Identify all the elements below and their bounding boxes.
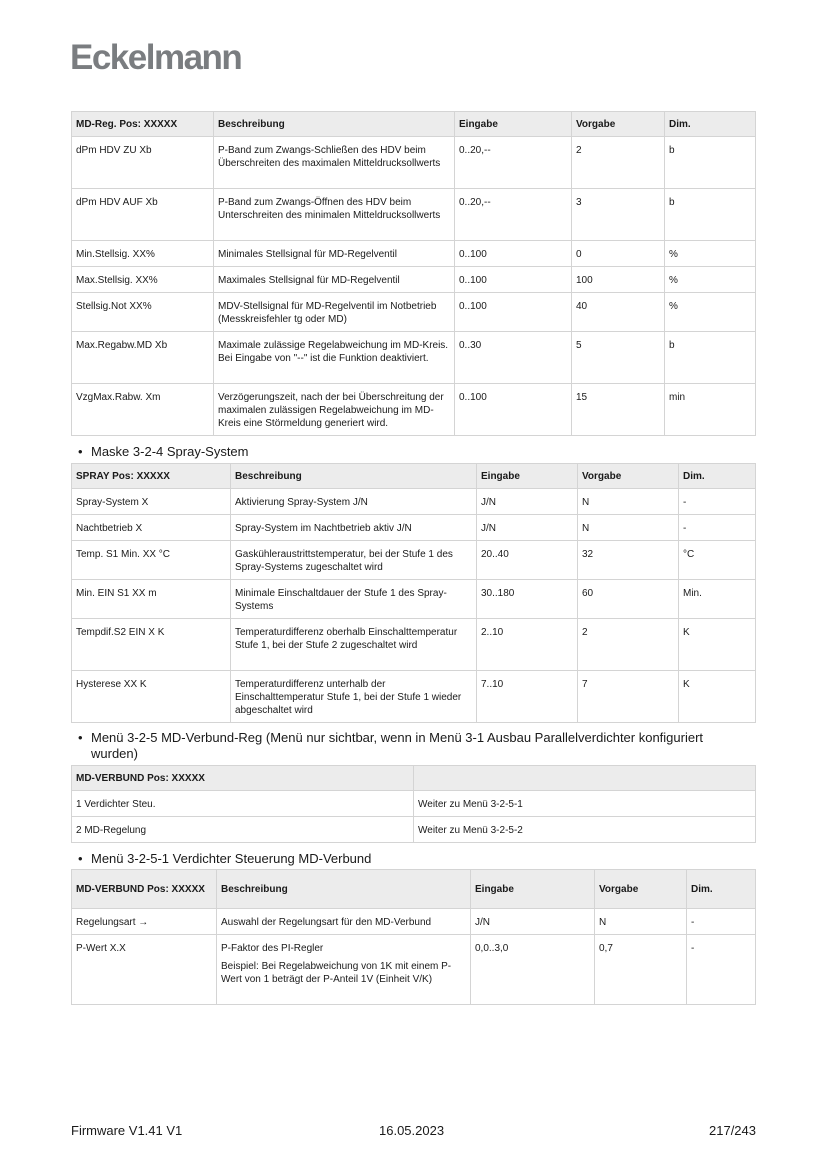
table-cell: Temperaturdifferenz unterhalb der Einschalttemperatur Stufe 1, bei der Stufe 1 wieder abgeschaltet wird xyxy=(231,671,477,723)
column-header: MD-Reg. Pos: XXXXX xyxy=(72,112,214,137)
table-cell xyxy=(217,935,471,1005)
column-header: SPRAY Pos: XXXXX xyxy=(72,464,231,489)
table-cell: N xyxy=(595,909,687,935)
table-cell: J/N xyxy=(477,489,578,515)
table-cell: K xyxy=(679,671,756,723)
table-cell: Min.Stellsig. XX% xyxy=(72,241,214,267)
table-cell: Auswahl der Regelungsart für den MD-Verbund xyxy=(217,909,471,935)
table-header-row xyxy=(72,112,756,137)
table-cell: 2 xyxy=(578,619,679,671)
spray-table xyxy=(71,463,756,723)
table-cell: 7..10 xyxy=(477,671,578,723)
table-row xyxy=(72,935,756,1005)
table-row xyxy=(72,137,756,189)
column-header: Dim. xyxy=(687,870,756,909)
bullet-marker: • xyxy=(78,444,83,459)
table-cell: 15 xyxy=(572,384,665,436)
table-cell: 30..180 xyxy=(477,580,578,619)
table-cell: Gaskühleraustrittstemperatur, bei der Stufe 1 des Spray-Systems zugeschaltet wird xyxy=(231,541,477,580)
table-cell: - xyxy=(687,909,756,935)
table-cell: 0..20,-- xyxy=(455,189,572,241)
table-cell: J/N xyxy=(477,515,578,541)
table-row xyxy=(72,189,756,241)
table-cell: Min. EIN S1 XX m xyxy=(72,580,231,619)
table-row xyxy=(72,515,756,541)
table-cell: Max.Regabw.MD Xb xyxy=(72,332,214,384)
column-header: Beschreibung xyxy=(214,112,455,137)
table-header-row xyxy=(72,766,756,791)
column-header: Eingabe xyxy=(471,870,595,909)
table-cell: P-Band zum Zwangs-Öffnen des HDV beim Unterschreiten des minimalen Mitteldrucksollwerts xyxy=(214,189,455,241)
table-cell: dPm HDV AUF Xb xyxy=(72,189,214,241)
table-row xyxy=(72,384,756,436)
table-cell: % xyxy=(665,267,756,293)
table-cell: % xyxy=(665,241,756,267)
column-header: Eingabe xyxy=(477,464,578,489)
verdichter-steuerung-table xyxy=(71,869,756,1005)
table-cell: Regelungsart → xyxy=(72,909,217,935)
table-cell: b xyxy=(665,137,756,189)
table-cell: Tempdif.S2 EIN X K xyxy=(72,619,231,671)
table-header-row xyxy=(72,464,756,489)
table-row xyxy=(72,241,756,267)
column-header: Dim. xyxy=(679,464,756,489)
table-cell: 3 xyxy=(572,189,665,241)
table-cell: 20..40 xyxy=(477,541,578,580)
table-cell: dPm HDV ZU Xb xyxy=(72,137,214,189)
table-row xyxy=(72,619,756,671)
table-row xyxy=(72,580,756,619)
table-row xyxy=(72,489,756,515)
footer-page-number: 217/243 xyxy=(709,1123,756,1138)
md-verbund-table xyxy=(71,765,756,843)
column-header: Vorgabe xyxy=(578,464,679,489)
table-cell: 0..100 xyxy=(455,267,572,293)
table-cell: b xyxy=(665,189,756,241)
table-cell: 2 xyxy=(572,137,665,189)
table-cell: Max.Stellsig. XX% xyxy=(72,267,214,293)
md-reg-table xyxy=(71,111,756,436)
table-cell: Spray-System X xyxy=(72,489,231,515)
table-row xyxy=(72,671,756,723)
table-row xyxy=(72,541,756,580)
section-heading-md-verbund xyxy=(78,730,750,762)
column-header: Eingabe xyxy=(455,112,572,137)
table-cell: Minimales Stellsignal für MD-Regelventil xyxy=(214,241,455,267)
section-title: Menü 3-2-5 MD-Verbund-Reg (Menü nur sichtbar, wenn in Menü 3-1 Ausbau Parallelverdichter konfiguriert wurden) xyxy=(91,730,704,761)
table-cell: 2 MD-Regelung xyxy=(72,817,414,843)
table-cell: 0..20,-- xyxy=(455,137,572,189)
table-cell: Min. xyxy=(679,580,756,619)
table-cell: 0,0..3,0 xyxy=(471,935,595,1005)
table-cell: 0..100 xyxy=(455,384,572,436)
table-cell: 5 xyxy=(572,332,665,384)
table-header-row xyxy=(72,870,756,909)
table-cell: Stellsig.Not XX% xyxy=(72,293,214,332)
section-heading-verdichter-steuerung xyxy=(78,851,371,867)
table-cell: 100 xyxy=(572,267,665,293)
table-cell: Temperaturdifferenz oberhalb Einschalttemperatur Stufe 1, bei der Stufe 2 zugeschaltet wird xyxy=(231,619,477,671)
table-cell: min xyxy=(665,384,756,436)
company-logo: Eckelmann xyxy=(70,38,242,77)
table-cell: b xyxy=(665,332,756,384)
table-cell: 1 Verdichter Steu. xyxy=(72,791,414,817)
table-cell: N xyxy=(578,515,679,541)
table-row xyxy=(72,817,756,843)
column-header: Vorgabe xyxy=(595,870,687,909)
column-header: Dim. xyxy=(665,112,756,137)
column-header: Beschreibung xyxy=(231,464,477,489)
table-cell: Maximales Stellsignal für MD-Regelventil xyxy=(214,267,455,293)
footer-firmware: Firmware V1.41 V1 xyxy=(71,1123,183,1138)
table-cell: 0..100 xyxy=(455,241,572,267)
table-cell: 0..30 xyxy=(455,332,572,384)
table-cell: P-Band zum Zwangs-Schließen des HDV beim Überschreiten des maximalen Mitteldrucksollwerts xyxy=(214,137,455,189)
table-cell: °C xyxy=(679,541,756,580)
table-cell: 2..10 xyxy=(477,619,578,671)
table-cell: - xyxy=(679,515,756,541)
section-title: Maske 3-2-4 Spray-System xyxy=(91,444,249,459)
column-header: MD-VERBUND Pos: XXXXX xyxy=(72,766,414,791)
table-cell: - xyxy=(679,489,756,515)
column-header xyxy=(414,766,756,791)
section-title: Menü 3-2-5-1 Verdichter Steuerung MD-Verbund xyxy=(91,851,372,866)
description-line: P-Faktor des PI-Regler xyxy=(221,943,324,954)
table-cell: 0 xyxy=(572,241,665,267)
table-cell: 32 xyxy=(578,541,679,580)
table-row xyxy=(72,909,756,935)
table-cell: J/N xyxy=(471,909,595,935)
table-cell: VzgMax.Rabw. Xm xyxy=(72,384,214,436)
table-cell: 40 xyxy=(572,293,665,332)
table-cell: Temp. S1 Min. XX °C xyxy=(72,541,231,580)
column-header: MD-VERBUND Pos: XXXXX xyxy=(72,870,217,909)
table-cell: 7 xyxy=(578,671,679,723)
table-cell: Spray-System im Nachtbetrieb aktiv J/N xyxy=(231,515,477,541)
description-example: Beispiel: Bei Regelabweichung von 1K mit einem P-Wert von 1 beträgt der P-Anteil 1V (Einheit V/K) xyxy=(221,961,452,985)
table-cell: MDV-Stellsignal für MD-Regelventil im Notbetrieb (Messkreisfehler tg oder MD) xyxy=(214,293,455,332)
column-header: Beschreibung xyxy=(217,870,471,909)
menu-link-3-2-5-1[interactable]: Weiter zu Menü 3-2-5-1 xyxy=(414,791,756,817)
table-cell: 0,7 xyxy=(595,935,687,1005)
table-cell: 60 xyxy=(578,580,679,619)
table-cell: Verzögerungszeit, nach der bei Überschreitung der maximalen zulässigen Regelabweichung im MD-Kreis eine Störmeldung generiert wird. xyxy=(214,384,455,436)
table-cell: Nachtbetrieb X xyxy=(72,515,231,541)
table-cell: N xyxy=(578,489,679,515)
menu-link-3-2-5-2[interactable]: Weiter zu Menü 3-2-5-2 xyxy=(414,817,756,843)
column-header: Vorgabe xyxy=(572,112,665,137)
table-cell: P-Wert X.X xyxy=(72,935,217,1005)
table-cell: Maximale zulässige Regelabweichung im MD-Kreis. Bei Eingabe von "--" ist die Funktion deaktiviert. xyxy=(214,332,455,384)
table-row xyxy=(72,293,756,332)
table-row xyxy=(72,791,756,817)
table-row xyxy=(72,267,756,293)
table-cell: - xyxy=(687,935,756,1005)
table-cell: Hysterese XX K xyxy=(72,671,231,723)
bullet-marker: • xyxy=(78,730,83,745)
table-row xyxy=(72,332,756,384)
table-cell: Minimale Einschaltdauer der Stufe 1 des Spray-Systems xyxy=(231,580,477,619)
footer-date: 16.05.2023 xyxy=(379,1123,445,1138)
table-cell: % xyxy=(665,293,756,332)
table-cell: Aktivierung Spray-System J/N xyxy=(231,489,477,515)
section-heading-spray xyxy=(78,444,249,460)
bullet-marker: • xyxy=(78,851,83,866)
table-cell: 0..100 xyxy=(455,293,572,332)
table-cell: K xyxy=(679,619,756,671)
